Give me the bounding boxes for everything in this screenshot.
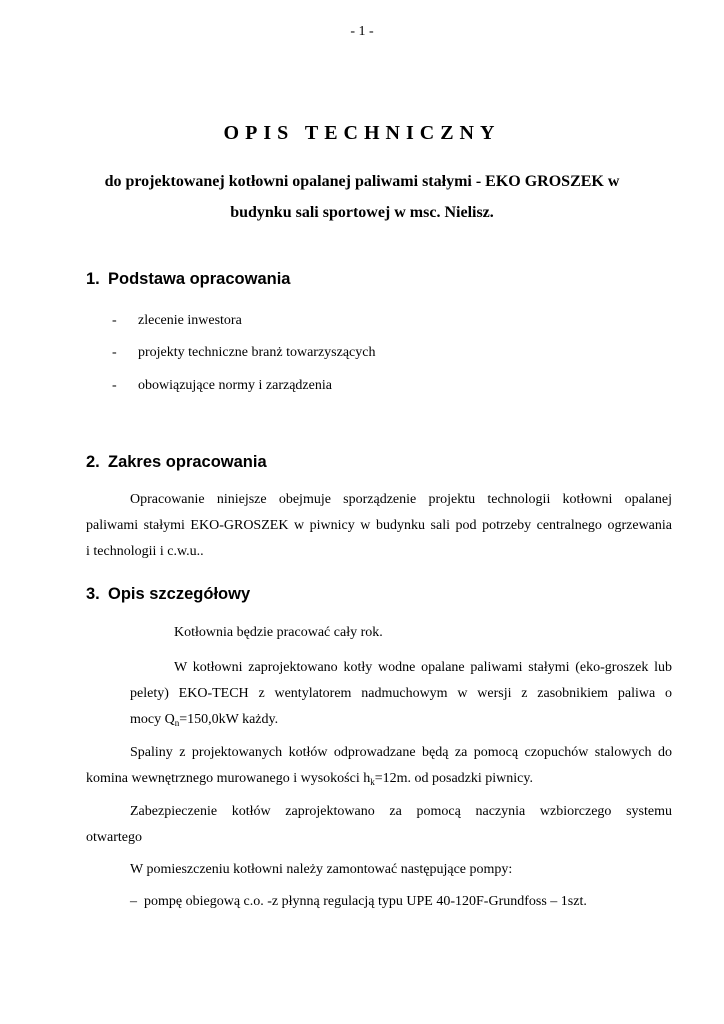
flue-line-2 [86,766,672,792]
list-dash: - [112,313,117,328]
details-paragraph-3 [86,740,672,792]
page-number: - 1 - [350,24,374,39]
subtitle-line-2: budynku sali sportowej w msc. Nielisz. [230,204,494,221]
list-dash: – [130,894,137,909]
document-subtitle [80,166,644,228]
list-item [112,313,512,331]
section-title: Zakres opracowania [108,453,267,471]
document-title: OPIS TECHNICZNY [223,122,501,144]
boiler-line-2: pelety) EKO-TECH z wentylatorem nadmuchowym w wersji z zasobnikiem paliwa o [130,686,672,701]
details-paragraph-4 [86,799,672,851]
pump-item-text: pompę obiegową c.o. -z płynną regulacją typu UPE 40-120F-Grundfoss – 1szt. [144,894,587,909]
boiler-power-subscript: n [174,718,180,728]
scope-line-3: i technologii i c.w.u.. [86,544,204,559]
flue-line-1: Spaliny z projektowanych kotłów odprowadzane będą za pomocą czopuchów stalowych do [130,745,672,760]
section-number: 3. [86,585,100,603]
chimney-height-value: =12m. od posadzki piwnicy. [374,771,533,786]
details-paragraph-5: W pomieszczeniu kotłowni należy zamontować następujące pompy: [130,862,513,877]
boiler-line-1: W kotłowni zaprojektowano kotły wodne opalane paliwami stałymi (eko-groszek lub [174,660,672,675]
protection-line-1: Zabezpieczenie kotłów zaprojektowano za pomocą naczynia wzbiorczego systemu [130,804,672,819]
protection-line-2: otwartego [86,830,142,845]
section-heading-scope [86,453,267,472]
section-heading-details [86,585,250,604]
section-heading-basis [86,270,290,289]
details-paragraph-2 [130,655,672,733]
list-item-text: zlecenie inwestora [138,313,242,328]
pump-list-item [130,894,587,910]
scope-paragraph [86,487,672,565]
subtitle-line-1: do projektowanej kotłowni opalanej paliwami stałymi - EKO GROSZEK w [104,173,620,190]
list-item [112,345,512,363]
boiler-line-3 [130,707,672,733]
details-paragraph-1: Kotłownia będzie pracować cały rok. [174,625,383,640]
list-item-text: obowiązujące normy i zarządzenia [138,378,332,393]
section-number: 2. [86,453,100,471]
list-dash: - [112,345,117,360]
chimney-text: komina wewnętrznego murowanego i wysokości h [86,771,371,786]
list-item-text: projekty techniczne branż towarzyszących [138,345,376,360]
chimney-height-subscript: k [370,777,375,787]
list-dash: - [112,378,117,393]
scope-line-2: paliwami stałymi EKO-GROSZEK w piwnicy w budynku sali pod potrzeby centralnego ogrzewania [86,518,672,533]
list-item [112,378,512,396]
boiler-power-value: =150,0kW każdy. [179,712,279,727]
section-title: Podstawa opracowania [108,270,291,288]
scope-line-1: Opracowanie niniejsze obejmuje sporządzenie projektu technologii kotłowni opalanej [130,492,672,507]
section-title: Opis szczegółowy [108,585,251,603]
boiler-power-prefix: mocy Q [130,712,175,727]
section-number: 1. [86,270,100,288]
